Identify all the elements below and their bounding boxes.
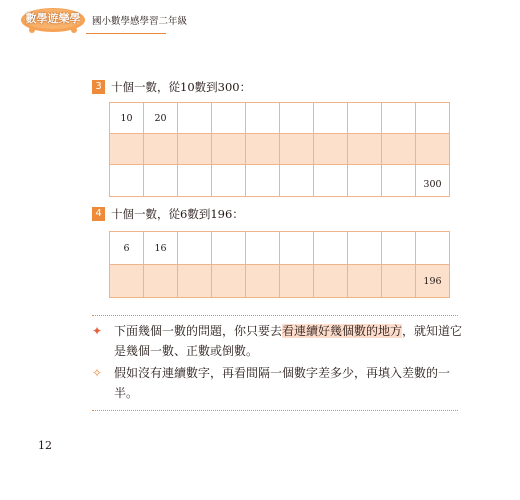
note-1	[92, 321, 472, 361]
problem-number-badge: 3	[92, 80, 105, 94]
problem-number-badge: 4	[92, 207, 105, 221]
grid-cell[interactable]: 10	[110, 103, 144, 134]
logo	[20, 6, 86, 36]
note-2	[92, 363, 472, 403]
grid-cell[interactable]	[382, 103, 416, 134]
grid-cell[interactable]	[280, 265, 314, 298]
grid-cell[interactable]	[314, 165, 348, 197]
grid-cell[interactable]	[212, 165, 246, 197]
grid-cell[interactable]	[416, 134, 450, 165]
grid-cell[interactable]: 6	[110, 232, 144, 265]
grid-cell[interactable]	[348, 165, 382, 197]
grid-cell[interactable]	[348, 134, 382, 165]
grid-row	[110, 103, 450, 134]
grid-row	[110, 232, 450, 265]
logo-text: 數學遊樂學	[25, 12, 81, 25]
grid-cell[interactable]	[348, 265, 382, 298]
grid-cell[interactable]	[110, 265, 144, 298]
grid-cell[interactable]	[110, 134, 144, 165]
note-text-segment: ，就知道它是幾個一數、正數或倒數。	[114, 324, 463, 358]
grid-cell[interactable]	[416, 103, 450, 134]
grid-cell[interactable]: 300	[416, 165, 450, 197]
grid-cell[interactable]	[110, 165, 144, 197]
header-title: 國小數學感學習二年級	[92, 16, 188, 27]
grid-cell[interactable]	[178, 165, 212, 197]
grid-cell[interactable]	[416, 232, 450, 265]
dotted-divider-top	[92, 315, 458, 316]
grid-cell[interactable]	[144, 165, 178, 197]
grid-cell[interactable]	[178, 265, 212, 298]
problem-4-grid	[109, 231, 450, 298]
grid-cell[interactable]	[348, 103, 382, 134]
grid-cell[interactable]	[246, 134, 280, 165]
grid-cell[interactable]	[314, 134, 348, 165]
page-number: 12	[38, 439, 52, 452]
grid-cell[interactable]	[348, 232, 382, 265]
problem-4-heading	[92, 206, 244, 222]
grid-cell[interactable]	[212, 265, 246, 298]
star-bullet-icon: ✦	[92, 324, 103, 338]
grid-cell[interactable]	[178, 103, 212, 134]
grid-cell[interactable]	[314, 232, 348, 265]
dotted-divider-bottom	[92, 410, 458, 411]
grid-cell[interactable]	[280, 232, 314, 265]
grid-cell[interactable]	[382, 134, 416, 165]
grid-cell[interactable]	[212, 232, 246, 265]
highlighted-phrase: 看連續好幾個數的地方	[282, 324, 403, 338]
grid-cell[interactable]	[178, 232, 212, 265]
grid-row	[110, 165, 450, 197]
note-1-text	[114, 321, 472, 361]
note-text-segment: 下面幾個一數的問題，你只要去	[114, 324, 283, 338]
header-underline	[86, 33, 166, 34]
problem-3-grid	[109, 102, 450, 197]
problem-3-heading	[92, 79, 251, 95]
problem-text: 十個一數，從10數到300：	[111, 80, 252, 94]
grid-cell[interactable]	[280, 103, 314, 134]
grid-cell[interactable]	[246, 232, 280, 265]
grid-cell[interactable]	[382, 265, 416, 298]
star-outline-bullet-icon: ✧	[92, 366, 103, 380]
grid-cell[interactable]	[246, 103, 280, 134]
grid-cell[interactable]: 20	[144, 103, 178, 134]
grid-cell[interactable]	[246, 165, 280, 197]
grid-cell[interactable]	[314, 103, 348, 134]
grid-cell[interactable]	[280, 134, 314, 165]
grid-cell[interactable]	[382, 232, 416, 265]
grid-cell[interactable]	[314, 265, 348, 298]
grid-row	[110, 134, 450, 165]
grid-row	[110, 265, 450, 298]
grid-cell[interactable]	[212, 103, 246, 134]
grid-cell[interactable]	[246, 265, 280, 298]
grid-cell[interactable]	[144, 134, 178, 165]
grid-cell[interactable]	[280, 165, 314, 197]
grid-cell[interactable]: 196	[416, 265, 450, 298]
grid-cell[interactable]	[144, 265, 178, 298]
problem-text: 十個一數，從6數到196：	[111, 207, 244, 221]
grid-cell[interactable]: 16	[144, 232, 178, 265]
grid-cell[interactable]	[382, 165, 416, 197]
grid-cell[interactable]	[212, 134, 246, 165]
note-2-text: 假如沒有連續數字，再看間隔一個數字差多少，再填入差數的一半。	[114, 366, 451, 400]
grid-cell[interactable]	[178, 134, 212, 165]
